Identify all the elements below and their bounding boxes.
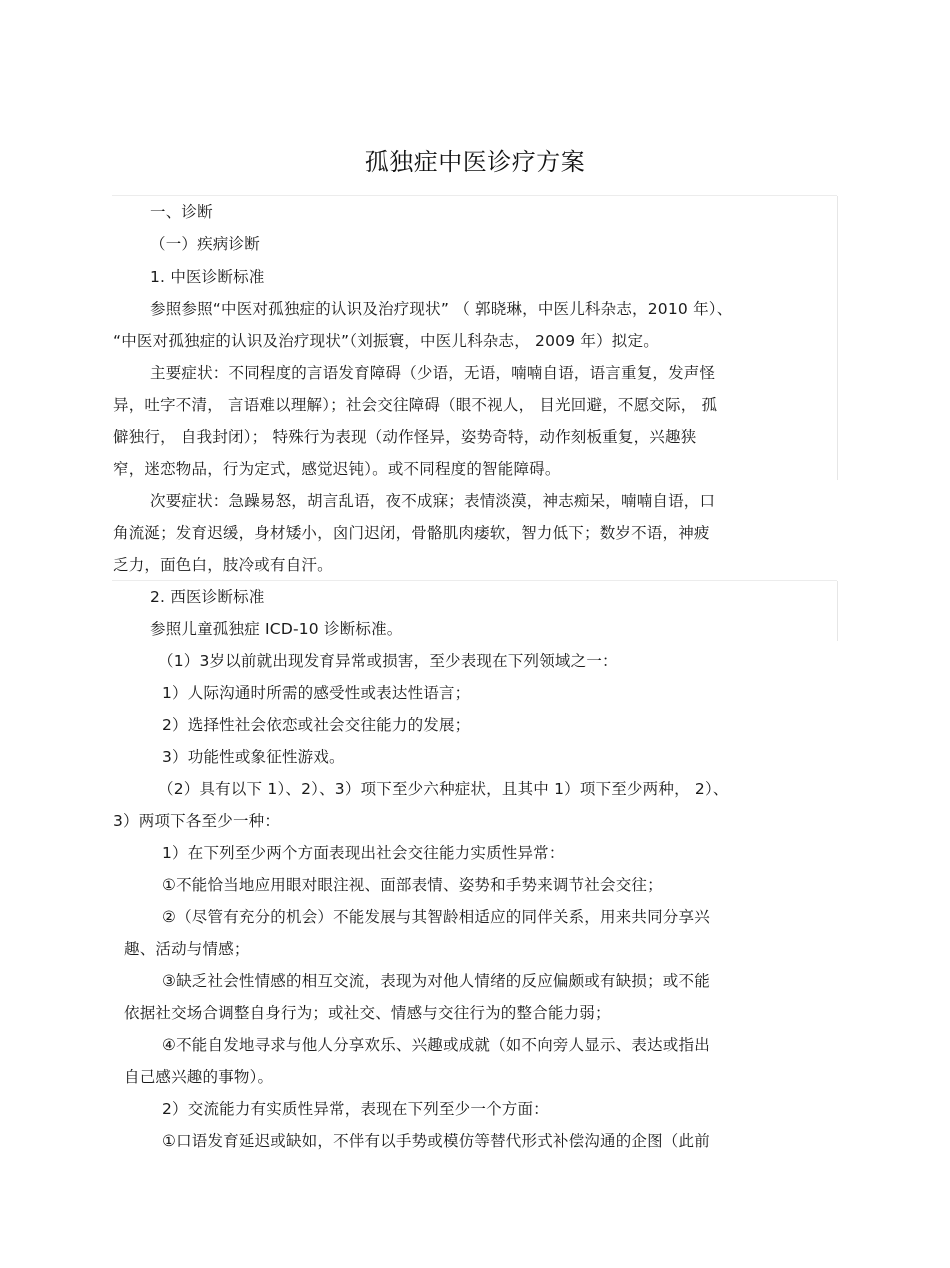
body-line: 趣、活动与情感； xyxy=(124,940,250,958)
item-heading: 2. 西医诊断标准 xyxy=(150,588,265,606)
body-line: 自己感兴趣的事物）。 xyxy=(124,1068,274,1086)
body-line: 2）交流能力有实质性异常，表现在下列至少一个方面： xyxy=(162,1100,549,1118)
body-line: 乏力，面色白，肢冷或有自汗。 xyxy=(113,556,333,574)
body-line: （2）具有以下 1）、2）、3）项下至少六种症状，且其中 1）项下至少两种， 2）、 xyxy=(158,780,729,798)
body-line: ④不能自发地寻求与他人分享欢乐、兴趣或成就（如不向旁人显示、表达或指出 xyxy=(162,1036,710,1054)
body-line: 依据社交场合调整自身行为；或社交、情感与交往行为的整合能力弱； xyxy=(124,1004,611,1022)
body-line: 次要症状：急躁易怒，胡言乱语，夜不成寐；表情淡漠，神志痴呆，喃喃自语，口 xyxy=(150,492,716,510)
body-line: 3）两项下各至少一种： xyxy=(113,812,281,830)
section-heading: 一、诊断 xyxy=(150,203,213,221)
body-line: 3）功能性或象征性游戏。 xyxy=(162,748,345,766)
body-line: ①口语发育延迟或缺如，不伴有以手势或模仿等替代形式补偿沟通的企图（此前 xyxy=(162,1132,710,1150)
document-title: 孤独症中医诊疗方案 xyxy=(364,148,586,176)
body-line: 1）在下列至少两个方面表现出社会交往能力实质性异常： xyxy=(162,844,565,862)
margin-line xyxy=(837,581,838,641)
body-line: ①不能恰当地应用眼对眼注视、面部表情、姿势和手势来调节社会交往； xyxy=(162,876,663,894)
body-line: ③缺乏社会性情感的相互交流，表现为对他人情绪的反应偏颇或有缺损；或不能 xyxy=(162,972,710,990)
divider-middle xyxy=(112,580,837,581)
divider-top xyxy=(112,195,837,196)
item-heading: 1. 中医诊断标准 xyxy=(150,268,265,286)
body-line: “中医对孤独症的认识及治疗现状”（刘振寰，中医儿科杂志， 2009 年）拟定。 xyxy=(113,332,659,350)
body-line: 角流涎；发育迟缓，身材矮小，囟门迟闭，骨骼肌肉痿软，智力低下；数岁不语，神疲 xyxy=(113,524,710,542)
body-line: 僻独行， 自我封闭）； 特殊行为表现（动作怪异，姿势奇特，动作刻板重复，兴趣狭 xyxy=(113,428,697,446)
margin-line xyxy=(837,196,838,480)
body-line: （1）3岁以前就出现发育异常或损害，至少表现在下列领域之一： xyxy=(158,652,618,670)
body-line: 主要症状：不同程度的言语发育障碍（少语，无语，喃喃自语，语言重复，发声怪 xyxy=(150,364,716,382)
body-line: 窄，迷恋物品，行为定式，感觉迟钝）。或不同程度的智能障碍。 xyxy=(113,460,561,478)
body-line: 1）人际沟通时所需的感受性或表达性语言； xyxy=(162,684,471,702)
subsection-heading: （一）疾病诊断 xyxy=(150,235,260,253)
body-line: 参照参照“中医对孤独症的认识及治疗现状” （ 郭晓琳，中医儿科杂志，2010 年）、 xyxy=(150,300,733,318)
body-line: 异，吐字不清， 言语难以理解）；社会交往障碍（眼不视人， 目光回避，不愿交际， 孤 xyxy=(113,396,718,414)
body-line: 2）选择性社会依恋或社会交往能力的发展； xyxy=(162,716,471,734)
body-line: ②（尽管有充分的机会）不能发展与其智龄相适应的同伴关系，用来共同分享兴 xyxy=(162,908,710,926)
body-line: 参照儿童孤独症 ICD-10 诊断标准。 xyxy=(150,620,403,638)
